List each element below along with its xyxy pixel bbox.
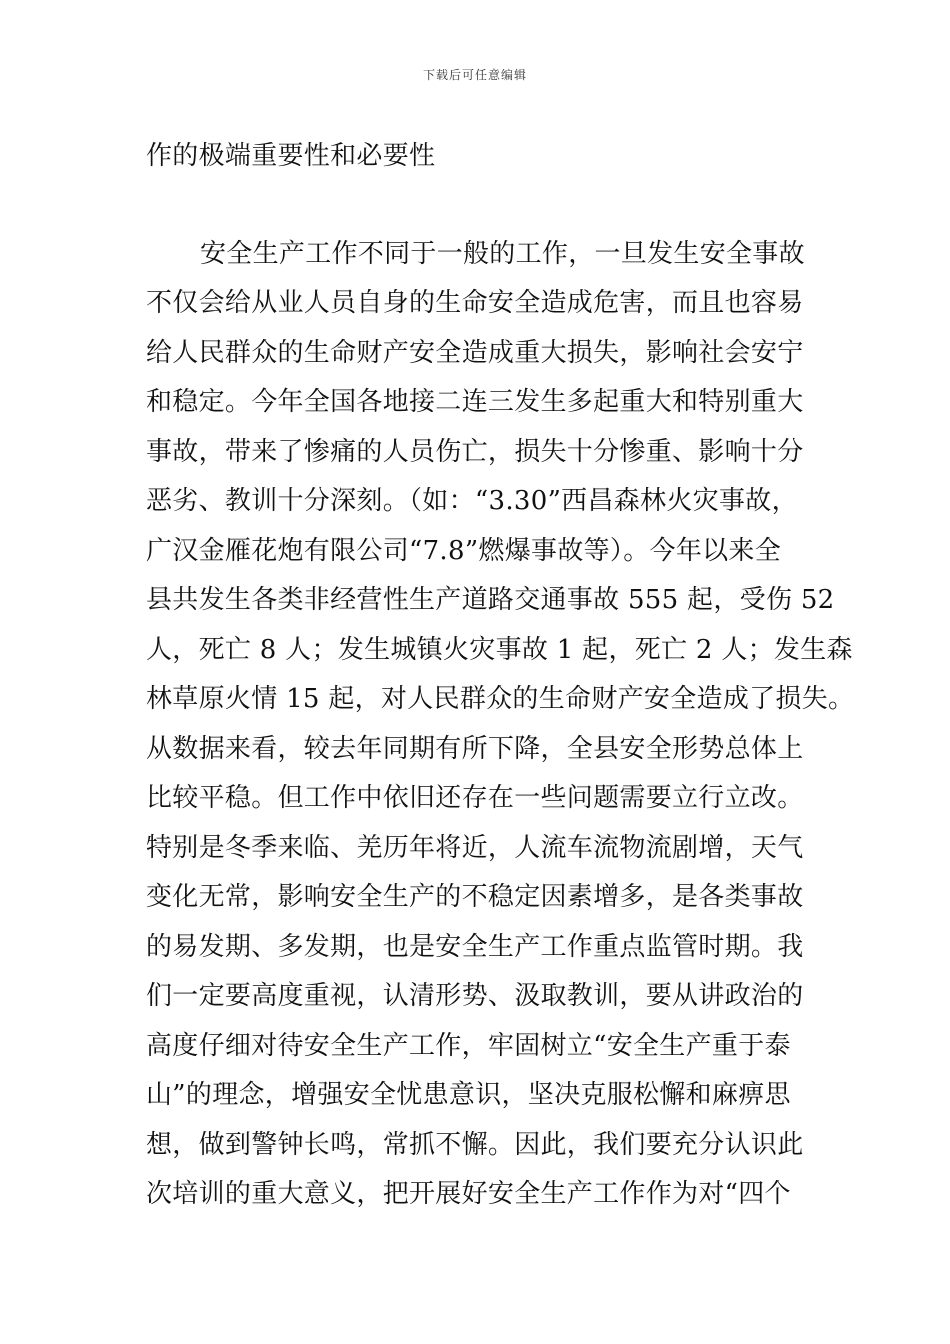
text-line: 变化无常，影响安全生产的不稳定因素增多，是各类事故 — [146, 882, 804, 912]
page-header: 下载后可任意编辑 — [422, 68, 527, 82]
text-line: 事故，带来了惨痛的人员伤亡，损失十分惨重、影响十分 — [146, 436, 804, 467]
text-line: 山”的理念，增强安全忧患意识，坚决克服松懈和麻痹思 — [146, 1080, 791, 1110]
text-line: 从数据来看，较去年同期有所下降，全县安全形势总体上 — [146, 733, 804, 764]
text-line: 的易发期、多发期，也是安全生产工作重点监管时期。我 — [146, 931, 804, 962]
text-line: 次培训的重大意义，把开展好安全生产工作作为对“四个 — [146, 1179, 791, 1209]
text-line: 给人民群众的生命财产安全造成重大损失，影响社会安宁 — [146, 337, 804, 368]
text-line: 人，死亡 8 人；发生城镇火灾事故 1 起，死亡 2 人；发生森 — [146, 634, 853, 665]
text-line: 们一定要高度重视，认清形势、汲取教训，要从讲政治的 — [146, 981, 804, 1011]
text-line: 不仅会给从业人员自身的生命安全造成危害，而且也容易 — [146, 288, 804, 318]
text-line: 作的极端重要性和必要性 — [146, 141, 436, 171]
text-line: 高度仔细对待安全生产工作，牢固树立“安全生产重于泰 — [146, 1030, 791, 1061]
text-line: 县共发生各类非经营性生产道路交通事故 555 起，受伤 52 — [146, 585, 835, 615]
text-line: 比较平稳。但工作中依旧还存在一些问题需要立行立改。 — [146, 783, 804, 813]
document-body — [146, 132, 855, 1220]
text-line: 特别是冬季来临、羌历年将近，人流车流物流剧增，天气 — [146, 832, 804, 863]
text-line: 恶劣、教训十分深刻。（如：“3.30”西昌森林火灾事故， — [146, 486, 798, 516]
text-line: 广汉金雁花炮有限公司“7.8”燃爆事故等）。今年以来全 — [146, 535, 782, 566]
text-line: 安全生产工作不同于一般的工作，一旦发生安全事故 — [200, 238, 805, 269]
text-line: 和稳定。今年全国各地接二连三发生多起重大和特别重大 — [146, 387, 804, 417]
text-line: 想，做到警钟长鸣，常抓不懈。因此，我们要充分认识此 — [146, 1129, 804, 1160]
text-line: 林草原火情 15 起，对人民群众的生命财产安全造成了损失。 — [146, 684, 855, 714]
